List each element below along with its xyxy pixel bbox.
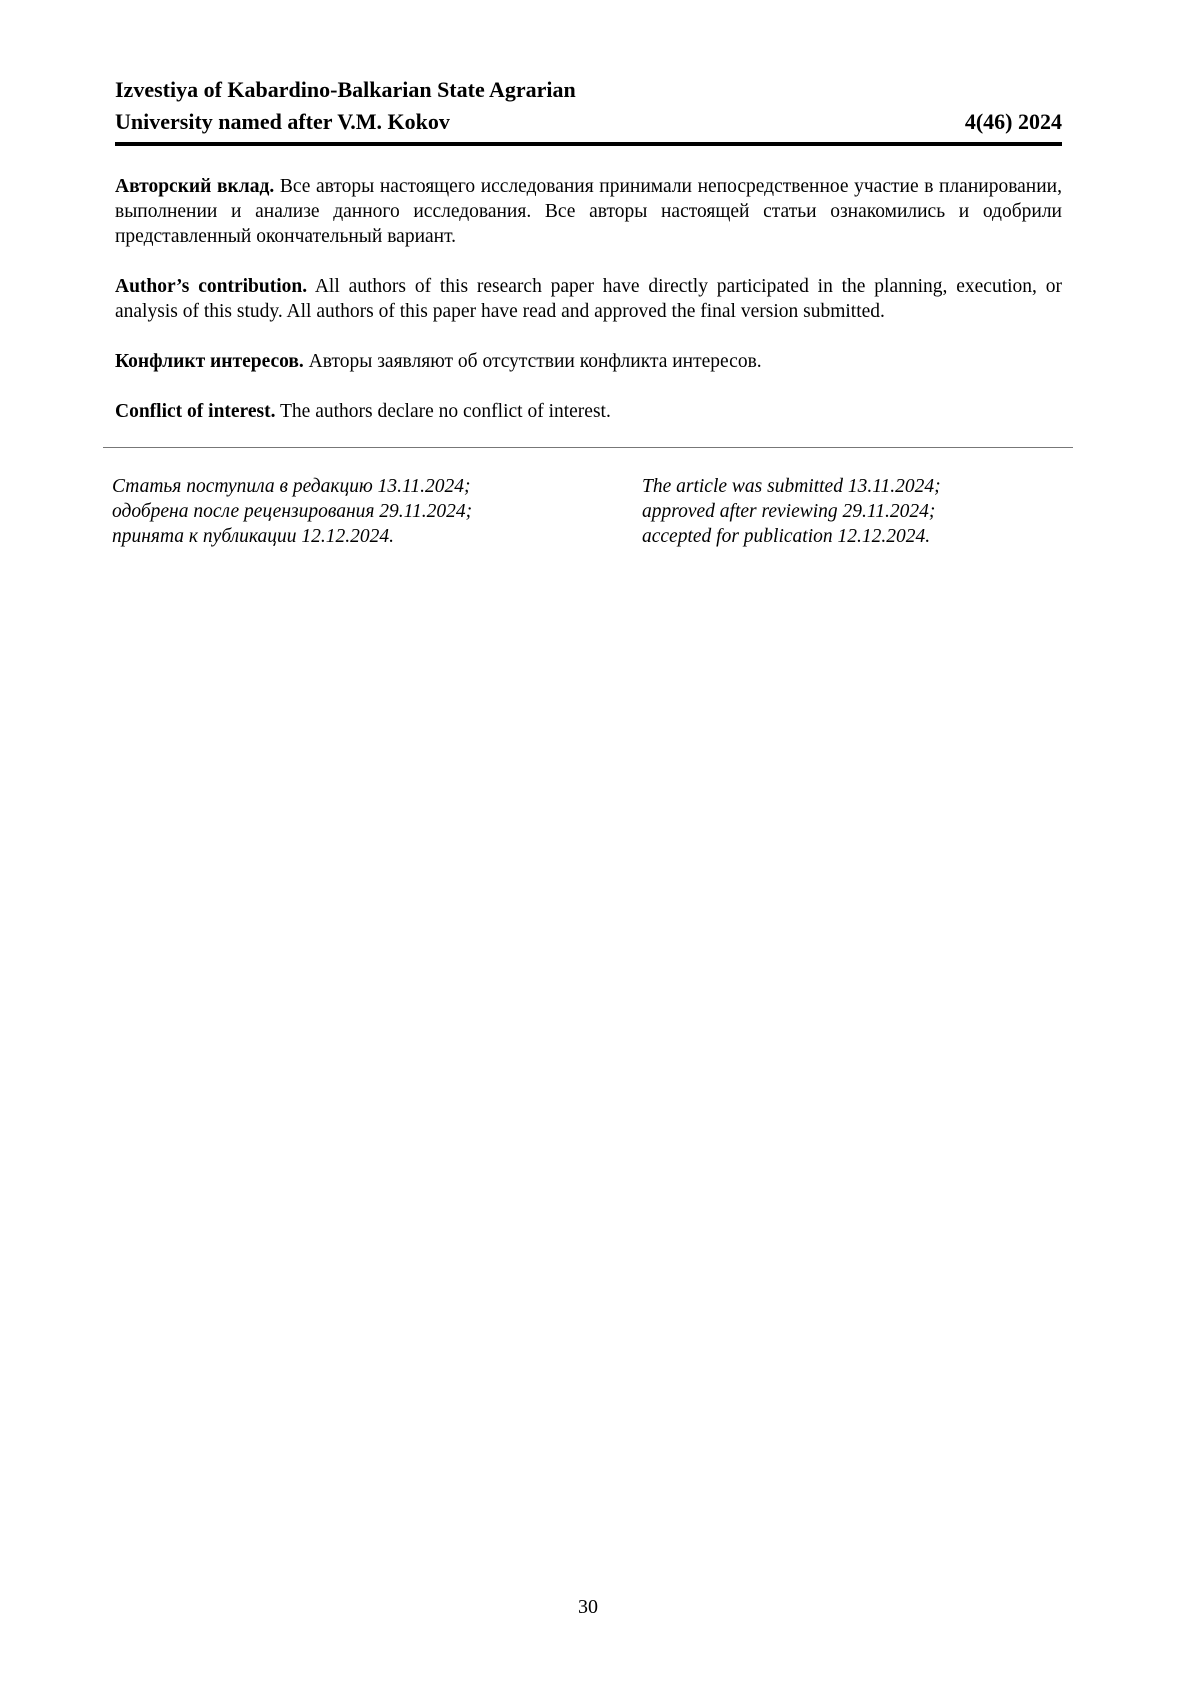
conflict-en-text: The authors declare no conflict of interest.	[280, 401, 611, 422]
journal-title-line-2: University named after V.M. Kokov	[115, 109, 450, 134]
author-contribution-ru	[115, 174, 1062, 249]
accepted-date-en: accepted for publication 12.12.2024.	[642, 526, 931, 547]
header-line-2	[115, 106, 1062, 138]
article-dates-ru	[112, 474, 472, 549]
article-dates-en	[642, 474, 941, 549]
author-contribution-en	[115, 274, 1062, 324]
approved-date-en: approved after reviewing 29.11.2024;	[642, 501, 936, 522]
conflict-ru-text: Авторы заявляют об отсутствии конфликта интересов.	[308, 351, 762, 372]
journal-title-line-1: Izvestiya of Kabardino-Balkarian State Agrarian	[115, 77, 576, 102]
author-contribution-en-text: All authors of this research paper have directly participated in the planning, execution, or analysis of this study. All authors of this paper have read and approved the final version submitted.	[115, 276, 1062, 322]
header-line-1	[115, 74, 1062, 106]
conflict-en-heading: Conflict of interest.	[115, 401, 276, 422]
author-contribution-ru-heading: Авторский вклад.	[115, 176, 275, 197]
header-divider	[115, 142, 1062, 146]
conflict-ru-heading: Конфликт интересов.	[115, 351, 304, 372]
approved-date-ru: одобрена после рецензирования 29.11.2024;	[112, 501, 473, 522]
accepted-date-ru: принята к публикации 12.12.2024.	[112, 526, 395, 547]
conflict-of-interest-ru	[115, 349, 1062, 374]
page-number: 30	[578, 1596, 598, 1618]
section-divider	[103, 447, 1073, 448]
author-contribution-en-heading: Author’s contribution.	[115, 276, 308, 297]
conflict-of-interest-en	[115, 399, 1062, 424]
author-contribution-ru-text: Все авторы настоящего исследования принимали непосредственное участие в планировании, выполнении и анализе данного исследования. Все авторы настоящей статьи ознакомились и одобрили представленный окончательный вариант.	[115, 176, 1062, 247]
issue-number: 4(46) 2024	[964, 109, 1062, 134]
running-header	[115, 74, 1062, 138]
submitted-date-ru: Статья поступила в редакцию 13.11.2024;	[112, 476, 471, 497]
submitted-date-en: The article was submitted 13.11.2024;	[642, 476, 941, 497]
